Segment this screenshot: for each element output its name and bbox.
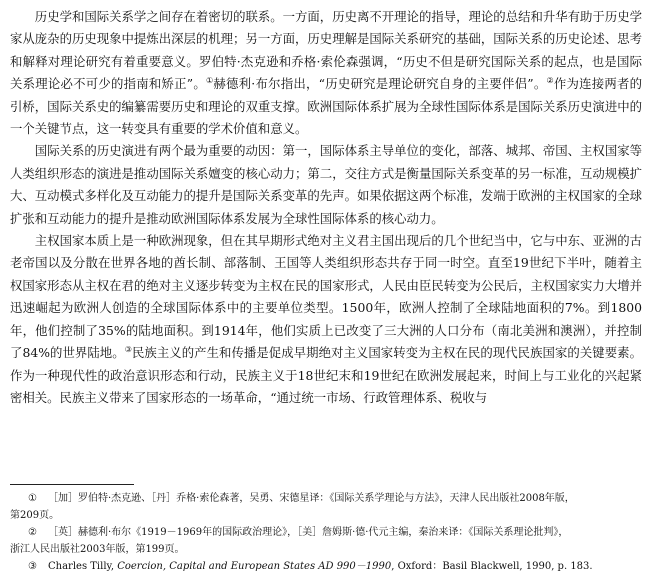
footnote-3-publisher: , Oxford：Basil Blackwell, 1990, p. 183. bbox=[391, 561, 593, 572]
paragraph-1-text-3: 作为连接两者的引桥，国际关系史的编纂需要历史和理论的双重支撑。欧洲国际体系扩展为全球性国际体系是国际关系历史演进中的一个关键节点，这一转变具有重要的学术价值和意义。 bbox=[10, 76, 643, 137]
paragraph-1-text: 历史学和国际关系学之间存在着密切的联系。一方面，历史离不开理论的指导，理论的总结和升华有助于历史学家从庞杂的历史现象中提炼出深层的机理；另一方面，历史理解是国际关系研究的基础，国际关系的历史论述、思考和解释对理论研究有着重要意义。罗伯特·杰克逊和乔格·索伦森强调，“历史不但是研究国际关系的起点，也是国际关系理论必不可少的指南和矫正”。 bbox=[10, 9, 642, 92]
footnote-2-text: ［英］赫德利·布尔《1919－1969年的国际政治理论》，［美］詹姆斯·德·代元主编，秦治来译：《国际关系理论批判》， bbox=[48, 527, 569, 538]
footnote-1-continued: 第209页。 bbox=[10, 510, 60, 521]
footnote-ref-1[interactable]: ① bbox=[206, 76, 214, 86]
footnote-1 bbox=[10, 490, 644, 507]
paragraph-3-text: 主权国家本质上是一种欧洲现象，但在其早期形式绝对主义君主国出现后的几个世纪当中，它与中东、亚洲的古老帝国以及分散在世界各地的酋长制、部落制、王国等人类组织形态共存于同一时空。直至19世纪下半叶，随着主权国家形态从主权在君的绝对主义逐步转变为主权在民的国家形式，人民由臣民转变为公民后，主权国家实力大增并迅速崛起为欧洲人创造的全球国际体系中的主要单位类型。1500年，欧洲人控制了全球陆地面积的7%。到1800年，他们控制了35%的陆地面积。到1914年，他们实质上已改变了三大洲的人口分布（南北美洲和澳洲），并控制了84%的世界陆地。 bbox=[10, 233, 642, 361]
paragraph-2: 国际关系的历史演进有两个最为重要的动因：第一，国际体系主导单位的变化，部落、城邦、帝国、主权国家等人类组织形态的演进是推动国际关系嬗变的核心动力；第二，交往方式是衡量国际关系变革的另一标准，互动规模扩大、互动模式多样化及互动能力的提升是国际关系变革的先声。如果依据这两个标准，发端于欧洲的主权国家的全球扩张和互动能力的提升是推动欧洲国际体系发展为全球性国际体系的核心动力。 bbox=[10, 143, 642, 226]
footnote-3-author: Charles Tilly, bbox=[48, 561, 118, 572]
footnote-1-text: ［加］罗伯特·杰克逊、［丹］乔格·索伦森著，吴勇、宋德星译：《国际关系学理论与方法》，天津人民出版社2008年版， bbox=[48, 493, 575, 504]
footnote-3 bbox=[10, 558, 644, 575]
paragraph-1 bbox=[10, 6, 642, 140]
footnote-ref-2[interactable]: ② bbox=[546, 76, 554, 86]
paragraph-1-text-2: 赫德利·布尔指出，“历史研究是理论研究自身的主要伴侣”。 bbox=[213, 76, 547, 92]
footnote-ref-3[interactable]: ③ bbox=[124, 345, 132, 355]
footnote-divider bbox=[10, 484, 134, 485]
footnote-3-mark: ③ bbox=[28, 561, 37, 572]
main-text bbox=[10, 6, 642, 409]
footnote-2-continued: 浙江人民出版社2003年版，第199页。 bbox=[10, 544, 185, 555]
footnotes bbox=[10, 490, 644, 575]
footnote-1-mark: ① bbox=[28, 493, 37, 504]
footnote-2 bbox=[10, 524, 644, 541]
paragraph-3 bbox=[10, 230, 642, 409]
paragraph-3-text-2: 民族主义的产生和传播是促成早期绝对主义国家转变为主权在民的现代民族国家的关键要素。作为一种现代性的政治意识形态和行动，民族主义于18世纪末和19世纪在欧洲发展起来，时间上与工业化的兴起紧密相关。民族主义带来了国家形态的一场革命，“通过统一市场、行政管理体系、税收与 bbox=[10, 345, 643, 405]
footnote-2-mark: ② bbox=[28, 527, 37, 538]
footnote-3-title: Coercion, Capital and European States AD 990－1990 bbox=[117, 561, 392, 572]
